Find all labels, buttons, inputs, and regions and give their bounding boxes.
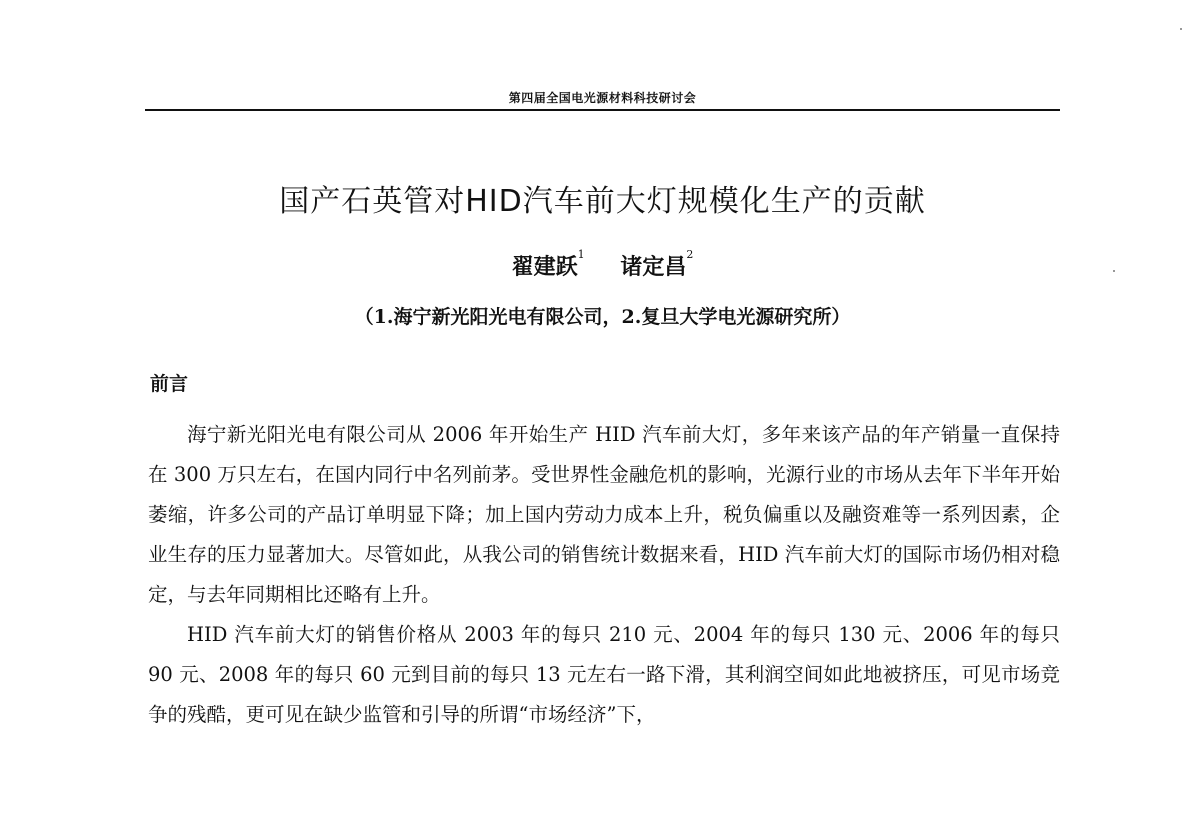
author-1: [511, 248, 585, 280]
section-heading: 前言: [150, 373, 189, 395]
author-name: 诸定昌: [620, 254, 687, 280]
running-header: 第四届全国电光源材料科技研讨会: [508, 91, 697, 105]
paragraph: 海宁新光阳光电有限公司从 2006 年开始生产 HID 汽车前大灯，多年来该产品的年产销量一直保持在 300 万只左右，在国内同行中名列前茅。受世界性金融危机的影响，光源行业的市场从去年下半年开始萎缩，许多公司的产品订单明显下降；加上国内劳动力成本上升，税负偏重以及融资难等一系列因素，企业生存的压力显著加大。尽管如此，从我公司的销售统计数据来看，HID 汽车前大灯的国际市场仍相对稳定，与去年同期相比还略有上升。: [148, 423, 1060, 606]
header-rule: [145, 109, 1060, 111]
author-2: [620, 248, 694, 280]
affiliations: （1.海宁新光阳光电有限公司，2.复旦大学电光源研究所）: [354, 306, 851, 328]
scan-speck: [1113, 270, 1115, 272]
author-line: [145, 250, 1060, 281]
affiliation-mark: 2: [686, 248, 694, 261]
body-text: [148, 415, 1060, 735]
scan-speck: [1180, 28, 1182, 30]
author-name: 翟建跃: [511, 254, 578, 280]
paper-title: 国产石英管对HID汽车前大灯规模化生产的贡献: [279, 184, 926, 219]
paragraph: HID 汽车前大灯的销售价格从 2003 年的每只 210 元、2004 年的每只 130 元、2006 年的每只 90 元、2008 年的每只 60 元到目前的每只 13 元左右一路下滑，其利润空间如此地被挤压，可见市场竞争的残酷，更可见在缺少监管和引导的所谓“市场经济”下，: [148, 623, 1060, 726]
affiliation-mark: 1: [577, 248, 585, 261]
